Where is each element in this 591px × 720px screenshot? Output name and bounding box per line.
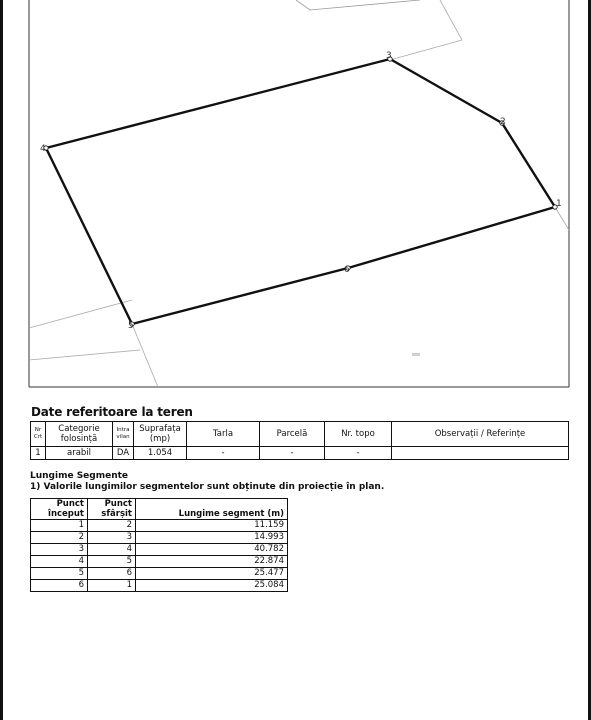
segment-row <box>31 580 288 592</box>
segments-header-row <box>31 499 288 520</box>
header-categorie: Categorie folosință <box>46 422 113 447</box>
segment-start: 6 <box>31 580 88 592</box>
header-start-point: Punct început <box>31 499 88 520</box>
header-intravilan: Intra vilan <box>113 422 134 447</box>
vertex-label-1: 1 <box>556 199 562 209</box>
segment-length: 40.782 <box>136 544 288 556</box>
cell-categorie: arabil <box>46 447 113 460</box>
segment-start: 1 <box>31 520 88 532</box>
segment-end: 1 <box>88 580 136 592</box>
header-nr-topo: Nr. topo <box>325 422 392 447</box>
cell-intravilan: DA <box>113 447 134 460</box>
neighbor-line-bottom <box>132 324 158 387</box>
cell-observatii <box>392 447 569 460</box>
segment-length: 25.084 <box>136 580 288 592</box>
header-nr-crt: Nr Crt <box>31 422 46 447</box>
segments-note: 1) Valorile lungimilor segmentelor sunt obținute din proiecție în plan. <box>30 482 385 492</box>
segment-end: 6 <box>88 568 136 580</box>
parcel-outline <box>46 59 555 324</box>
segment-length: 11.159 <box>136 520 288 532</box>
neighbor-line-right <box>555 207 569 230</box>
neighbor-line-top-right <box>390 40 462 60</box>
header-parcela: Parcelă <box>260 422 325 447</box>
cell-nr-crt: 1 <box>31 447 46 460</box>
segment-start: 4 <box>31 556 88 568</box>
neighbor-parcel-top <box>296 0 420 10</box>
header-suprafata: Suprafața (mp) <box>134 422 187 447</box>
neighbor-line-bottom-left <box>29 300 132 328</box>
segments-table <box>30 498 288 592</box>
neighbor-line-top-right-2 <box>440 0 462 40</box>
segment-row <box>31 556 288 568</box>
cell-tarla: - <box>187 447 260 460</box>
segment-end: 5 <box>88 556 136 568</box>
segment-end: 2 <box>88 520 136 532</box>
header-segment-length: Lungime segment (m) <box>136 499 288 520</box>
segment-start: 2 <box>31 532 88 544</box>
segment-end: 4 <box>88 544 136 556</box>
vertex-label-4: 4 <box>40 144 46 154</box>
cell-suprafata: 1.054 <box>134 447 187 460</box>
segment-start: 5 <box>31 568 88 580</box>
neighbor-line-bottom-left-2 <box>29 350 140 360</box>
segment-row <box>31 532 288 544</box>
segment-row <box>31 520 288 532</box>
vertex-label-5: 5 <box>128 321 134 331</box>
segments-heading: Lungime Segmente <box>30 471 129 481</box>
segment-start: 3 <box>31 544 88 556</box>
segment-length: 14.993 <box>136 532 288 544</box>
vertex-label-3: 3 <box>386 51 392 61</box>
land-data-heading: Date referitoare la teren <box>31 405 193 419</box>
header-tarla: Tarla <box>187 422 260 447</box>
land-table-row <box>31 447 569 460</box>
segment-length: 25.477 <box>136 568 288 580</box>
drawing-speck <box>412 353 420 356</box>
cell-parcela: - <box>260 447 325 460</box>
segment-end: 3 <box>88 532 136 544</box>
vertex-label-6: 6 <box>344 265 350 275</box>
land-table-header-row <box>31 422 569 447</box>
header-observatii: Observații / Referințe <box>392 422 569 447</box>
vertex-label-2: 2 <box>500 117 506 127</box>
land-data-table <box>30 421 569 460</box>
segment-row <box>31 544 288 556</box>
cell-nr-topo: - <box>325 447 392 460</box>
segment-length: 22.874 <box>136 556 288 568</box>
segment-row <box>31 568 288 580</box>
header-end-point: Punct sfârșit <box>88 499 136 520</box>
